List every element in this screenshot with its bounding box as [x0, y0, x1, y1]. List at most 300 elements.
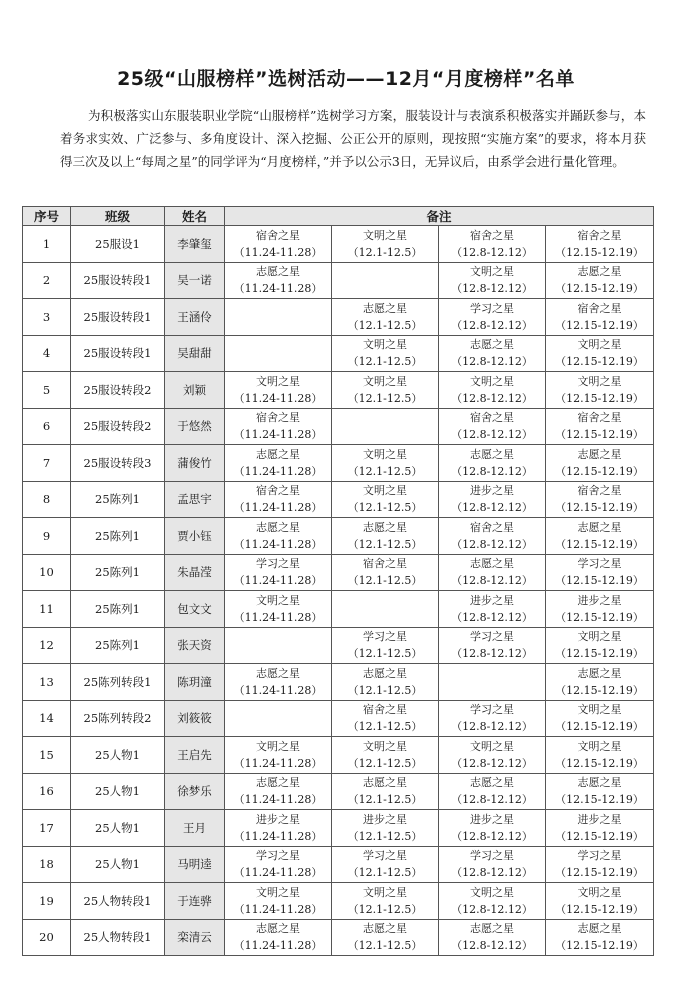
table-row [23, 700, 654, 737]
award-period: （12.8-12.12） [451, 829, 533, 843]
table-header-row [23, 207, 654, 226]
award-period: （11.24-11.28） [233, 902, 323, 916]
row-award-cell [332, 372, 439, 409]
row-seq: 16 [23, 773, 71, 810]
award-period: （12.8-12.12） [451, 501, 533, 515]
award-period: （11.24-11.28） [233, 501, 323, 515]
award-period: （12.1-12.5） [347, 537, 423, 551]
row-class: 25服设转段1 [71, 299, 165, 336]
table-row [23, 335, 654, 372]
row-award-cell [332, 773, 439, 810]
row-award-cell [546, 700, 654, 737]
row-award-cell [546, 554, 654, 591]
honor-roster-table [22, 206, 654, 956]
award-period: （11.24-11.28） [233, 829, 323, 843]
row-student-name: 陈玥潼 [165, 664, 225, 701]
row-award-cell [546, 664, 654, 701]
row-award-cell [439, 335, 546, 372]
award-label: 志愿之星 [256, 776, 300, 790]
table-row [23, 810, 654, 847]
row-award-cell [225, 372, 332, 409]
header-seq: 序号 [23, 207, 71, 226]
award-label: 志愿之星 [256, 666, 300, 680]
row-award-cell [546, 299, 654, 336]
table-row [23, 445, 654, 482]
award-period: （12.1-12.5） [347, 318, 423, 332]
row-award-cell [439, 372, 546, 409]
table-row [23, 773, 654, 810]
row-award-cell [546, 335, 654, 372]
award-label: 学习之星 [470, 849, 514, 863]
row-award-cell [332, 445, 439, 482]
award-label: 宿舍之星 [577, 484, 622, 498]
award-period: （11.24-11.28） [233, 683, 323, 697]
award-label: 文明之星 [363, 484, 407, 498]
award-period: （12.15-12.19） [555, 720, 644, 734]
row-award-cell [225, 846, 332, 883]
row-student-name: 马明逵 [165, 846, 225, 883]
award-label: 学习之星 [470, 301, 514, 315]
row-award-cell [225, 591, 332, 628]
row-award-cell [439, 846, 546, 883]
award-label: 进步之星 [363, 812, 407, 826]
row-award-cell [332, 481, 439, 518]
table-row [23, 919, 654, 956]
award-label: 文明之星 [470, 885, 514, 899]
row-seq: 4 [23, 335, 71, 372]
award-label: 志愿之星 [470, 447, 514, 461]
row-class: 25服设1 [71, 226, 165, 263]
row-class: 25服设转段2 [71, 372, 165, 409]
row-award-cell [546, 737, 654, 774]
award-label: 文明之星 [470, 374, 514, 388]
award-label: 文明之星 [256, 374, 300, 388]
award-period: （12.15-12.19） [555, 245, 644, 259]
row-class: 25陈列转段1 [71, 664, 165, 701]
award-period: （12.8-12.12） [451, 318, 533, 332]
row-award-cell [332, 810, 439, 847]
award-label: 宿舍之星 [363, 703, 407, 717]
row-seq: 12 [23, 627, 71, 664]
row-student-name: 吴一诺 [165, 262, 225, 299]
row-class: 25人物1 [71, 810, 165, 847]
row-class: 25陈列1 [71, 518, 165, 555]
award-period: （12.1-12.5） [347, 355, 423, 369]
award-period: （12.1-12.5） [347, 939, 423, 953]
award-label: 志愿之星 [256, 922, 300, 936]
row-seq: 11 [23, 591, 71, 628]
award-period: （12.8-12.12） [451, 537, 533, 551]
table-row [23, 664, 654, 701]
row-award-cell [225, 664, 332, 701]
award-period: （12.1-12.5） [347, 501, 423, 515]
award-period: （12.15-12.19） [555, 574, 644, 588]
row-award-cell [546, 518, 654, 555]
award-period: （12.15-12.19） [555, 647, 644, 661]
row-award-cell [439, 226, 546, 263]
award-period: （12.1-12.5） [347, 245, 423, 259]
row-award-cell [546, 773, 654, 810]
row-award-cell [439, 262, 546, 299]
award-period: （11.24-11.28） [233, 537, 323, 551]
row-award-cell [225, 226, 332, 263]
award-period: （12.8-12.12） [451, 282, 533, 296]
row-class: 25陈列1 [71, 591, 165, 628]
row-award-cell [332, 226, 439, 263]
award-label: 文明之星 [363, 447, 407, 461]
award-label: 学习之星 [363, 849, 407, 863]
table-row [23, 372, 654, 409]
row-award-cell [225, 554, 332, 591]
row-class: 25服设转段2 [71, 408, 165, 445]
award-label: 学习之星 [470, 630, 514, 644]
award-period: （12.1-12.5） [347, 829, 423, 843]
award-label: 文明之星 [577, 885, 622, 899]
row-award-cell [332, 919, 439, 956]
award-label: 宿舍之星 [577, 228, 622, 242]
award-period: （12.15-12.19） [555, 464, 644, 478]
row-award-cell [332, 518, 439, 555]
award-period: （12.15-12.19） [555, 610, 644, 624]
award-period: （12.1-12.5） [347, 647, 423, 661]
row-award-cell [546, 627, 654, 664]
row-student-name: 孟思宇 [165, 481, 225, 518]
row-class: 25人物转段1 [71, 919, 165, 956]
row-student-name: 于连骅 [165, 883, 225, 920]
award-label: 进步之星 [577, 593, 622, 607]
award-label: 宿舍之星 [470, 411, 514, 425]
award-label: 进步之星 [470, 812, 514, 826]
award-period: （12.15-12.19） [555, 683, 644, 697]
award-label: 进步之星 [577, 812, 622, 826]
award-label: 志愿之星 [470, 338, 514, 352]
award-label: 宿舍之星 [470, 228, 514, 242]
award-period: （12.15-12.19） [555, 282, 644, 296]
award-label: 文明之星 [577, 374, 622, 388]
row-class: 25人物转段1 [71, 883, 165, 920]
award-period: （12.1-12.5） [347, 866, 423, 880]
row-student-name: 蒲俊竹 [165, 445, 225, 482]
header-class: 班级 [71, 207, 165, 226]
award-period: （11.24-11.28） [233, 793, 323, 807]
row-award-cell [332, 299, 439, 336]
award-period: （12.1-12.5） [347, 902, 423, 916]
row-award-cell [332, 664, 439, 701]
row-award-cell [439, 481, 546, 518]
table-row [23, 408, 654, 445]
table-row [23, 299, 654, 336]
award-period: （12.8-12.12） [451, 355, 533, 369]
award-label: 志愿之星 [577, 666, 622, 680]
row-student-name: 刘颖 [165, 372, 225, 409]
row-award-cell [332, 700, 439, 737]
award-period: （12.1-12.5） [347, 683, 423, 697]
row-class: 25人物1 [71, 846, 165, 883]
award-period: （12.15-12.19） [555, 756, 644, 770]
row-award-cell [225, 773, 332, 810]
row-award-cell [332, 883, 439, 920]
row-seq: 9 [23, 518, 71, 555]
row-class: 25陈列1 [71, 554, 165, 591]
table-row [23, 737, 654, 774]
award-period: （11.24-11.28） [233, 391, 323, 405]
row-award-cell [439, 627, 546, 664]
award-label: 志愿之星 [363, 666, 407, 680]
row-award-cell [546, 591, 654, 628]
award-label: 宿舍之星 [256, 484, 300, 498]
row-seq: 17 [23, 810, 71, 847]
row-award-cell [225, 481, 332, 518]
award-period: （12.8-12.12） [451, 464, 533, 478]
row-class: 25人物1 [71, 773, 165, 810]
row-class: 25服设转段3 [71, 445, 165, 482]
award-label: 志愿之星 [577, 447, 622, 461]
row-seq: 15 [23, 737, 71, 774]
award-period: （12.8-12.12） [451, 245, 533, 259]
award-label: 志愿之星 [363, 922, 407, 936]
row-student-name: 于悠然 [165, 408, 225, 445]
row-award-cell [225, 810, 332, 847]
row-class: 25服设转段1 [71, 262, 165, 299]
table-row [23, 554, 654, 591]
row-award-cell [225, 883, 332, 920]
award-period: （11.24-11.28） [233, 282, 323, 296]
award-label: 宿舍之星 [577, 411, 622, 425]
row-class: 25陈列转段2 [71, 700, 165, 737]
award-label: 志愿之星 [577, 265, 622, 279]
award-label: 宿舍之星 [363, 557, 407, 571]
award-period: （11.24-11.28） [233, 756, 323, 770]
award-period: （12.8-12.12） [451, 610, 533, 624]
row-award-cell [439, 408, 546, 445]
award-period: （12.1-12.5） [347, 720, 423, 734]
row-award-cell [225, 700, 332, 737]
award-period: （12.8-12.12） [451, 391, 533, 405]
table-row [23, 262, 654, 299]
row-award-cell [546, 846, 654, 883]
row-award-cell [332, 737, 439, 774]
award-period: （12.15-12.19） [555, 501, 644, 515]
award-label: 宿舍之星 [256, 411, 300, 425]
award-period: （12.8-12.12） [451, 939, 533, 953]
award-label: 文明之星 [577, 739, 622, 753]
award-label: 志愿之星 [363, 301, 407, 315]
row-seq: 20 [23, 919, 71, 956]
award-label: 志愿之星 [577, 520, 622, 534]
award-period: （12.1-12.5） [347, 793, 423, 807]
row-student-name: 徐梦乐 [165, 773, 225, 810]
row-seq: 8 [23, 481, 71, 518]
award-period: （12.1-12.5） [347, 756, 423, 770]
row-award-cell [225, 408, 332, 445]
award-period: （12.8-12.12） [451, 793, 533, 807]
row-award-cell [332, 627, 439, 664]
row-award-cell [225, 627, 332, 664]
row-class: 25服设转段1 [71, 335, 165, 372]
row-student-name: 王涵伶 [165, 299, 225, 336]
award-label: 志愿之星 [577, 922, 622, 936]
award-period: （12.15-12.19） [555, 866, 644, 880]
award-period: （11.24-11.28） [233, 245, 323, 259]
award-label: 文明之星 [577, 338, 622, 352]
award-period: （12.8-12.12） [451, 866, 533, 880]
award-period: （11.24-11.28） [233, 939, 323, 953]
award-label: 文明之星 [470, 265, 514, 279]
row-award-cell [225, 737, 332, 774]
row-award-cell [439, 591, 546, 628]
row-award-cell [332, 591, 439, 628]
row-class: 25陈列1 [71, 627, 165, 664]
row-award-cell [225, 262, 332, 299]
award-period: （12.8-12.12） [451, 574, 533, 588]
award-period: （12.15-12.19） [555, 793, 644, 807]
row-student-name: 栾清云 [165, 919, 225, 956]
row-award-cell [439, 737, 546, 774]
award-period: （12.1-12.5） [347, 391, 423, 405]
row-award-cell [439, 299, 546, 336]
row-class: 25人物1 [71, 737, 165, 774]
row-award-cell [225, 335, 332, 372]
row-award-cell [546, 408, 654, 445]
row-seq: 7 [23, 445, 71, 482]
award-period: （12.15-12.19） [555, 939, 644, 953]
row-award-cell [332, 846, 439, 883]
row-award-cell [225, 445, 332, 482]
award-label: 进步之星 [470, 593, 514, 607]
row-award-cell [546, 481, 654, 518]
row-student-name: 王启先 [165, 737, 225, 774]
header-name: 姓名 [165, 207, 225, 226]
award-period: （12.15-12.19） [555, 428, 644, 442]
award-label: 文明之星 [577, 703, 622, 717]
row-award-cell [225, 919, 332, 956]
row-award-cell [439, 554, 546, 591]
award-label: 文明之星 [363, 338, 407, 352]
row-seq: 1 [23, 226, 71, 263]
row-seq: 14 [23, 700, 71, 737]
table-row [23, 627, 654, 664]
award-label: 进步之星 [256, 812, 300, 826]
award-period: （12.15-12.19） [555, 829, 644, 843]
award-label: 宿舍之星 [256, 228, 300, 242]
award-period: （12.1-12.5） [347, 574, 423, 588]
row-award-cell [546, 226, 654, 263]
row-seq: 19 [23, 883, 71, 920]
row-award-cell [439, 518, 546, 555]
row-student-name: 李肇玺 [165, 226, 225, 263]
award-label: 进步之星 [470, 484, 514, 498]
row-seq: 3 [23, 299, 71, 336]
table-row [23, 846, 654, 883]
row-award-cell [332, 408, 439, 445]
award-label: 志愿之星 [256, 520, 300, 534]
row-award-cell [439, 773, 546, 810]
table-row [23, 518, 654, 555]
award-label: 文明之星 [256, 739, 300, 753]
award-label: 文明之星 [577, 630, 622, 644]
award-label: 文明之星 [256, 885, 300, 899]
row-student-name: 吴甜甜 [165, 335, 225, 372]
award-period: （12.8-12.12） [451, 720, 533, 734]
award-period: （11.24-11.28） [233, 610, 323, 624]
award-label: 学习之星 [256, 849, 300, 863]
award-label: 志愿之星 [256, 447, 300, 461]
award-period: （11.24-11.28） [233, 866, 323, 880]
award-period: （12.15-12.19） [555, 355, 644, 369]
table-body [23, 226, 654, 956]
award-period: （12.15-12.19） [555, 318, 644, 332]
award-label: 学习之星 [256, 557, 300, 571]
row-award-cell [546, 372, 654, 409]
award-label: 学习之星 [363, 630, 407, 644]
row-award-cell [225, 518, 332, 555]
award-label: 宿舍之星 [470, 520, 514, 534]
award-period: （12.8-12.12） [451, 902, 533, 916]
award-label: 文明之星 [363, 228, 407, 242]
award-period: （12.8-12.12） [451, 647, 533, 661]
row-award-cell [546, 262, 654, 299]
row-seq: 18 [23, 846, 71, 883]
award-period: （12.8-12.12） [451, 756, 533, 770]
row-seq: 5 [23, 372, 71, 409]
award-label: 学习之星 [470, 703, 514, 717]
award-period: （11.24-11.28） [233, 574, 323, 588]
row-award-cell [439, 810, 546, 847]
award-label: 文明之星 [363, 739, 407, 753]
award-label: 志愿之星 [256, 265, 300, 279]
award-period: （11.24-11.28） [233, 464, 323, 478]
row-award-cell [332, 554, 439, 591]
award-label: 文明之星 [363, 885, 407, 899]
award-period: （12.15-12.19） [555, 537, 644, 551]
row-award-cell [332, 262, 439, 299]
table-row [23, 226, 654, 263]
row-award-cell [546, 883, 654, 920]
award-label: 宿舍之星 [577, 301, 622, 315]
award-label: 学习之星 [577, 557, 622, 571]
row-award-cell [439, 700, 546, 737]
award-label: 志愿之星 [363, 520, 407, 534]
award-label: 志愿之星 [470, 776, 514, 790]
row-seq: 10 [23, 554, 71, 591]
header-notes: 备注 [225, 207, 654, 226]
award-period: （12.15-12.19） [555, 391, 644, 405]
row-seq: 2 [23, 262, 71, 299]
row-student-name: 刘筱筱 [165, 700, 225, 737]
row-class: 25陈列1 [71, 481, 165, 518]
row-student-name: 朱晶滢 [165, 554, 225, 591]
award-label: 文明之星 [256, 593, 300, 607]
row-award-cell [439, 664, 546, 701]
row-student-name: 贾小钰 [165, 518, 225, 555]
award-label: 志愿之星 [470, 557, 514, 571]
row-student-name: 王月 [165, 810, 225, 847]
row-seq: 13 [23, 664, 71, 701]
intro-paragraph: 为积极落实山东服装职业学院“山服榜样”选树学习方案，服装设计与表演系积极落实并踊跃参与，本着务求实效、广泛参与、多角度设计、深入挖掘、公正公开的原则，现按照“实施方案”的要求，将本月获得三次及以上“每周之星”的同学评为“月度榜样，”并予以公示3日，无异议后，由系学会进行量化管理。 [60, 108, 646, 169]
row-award-cell [546, 445, 654, 482]
award-label: 学习之星 [577, 849, 622, 863]
award-label: 志愿之星 [577, 776, 622, 790]
row-award-cell [332, 335, 439, 372]
row-award-cell [546, 810, 654, 847]
row-student-name: 张天资 [165, 627, 225, 664]
row-award-cell [225, 299, 332, 336]
table-row [23, 481, 654, 518]
row-seq: 6 [23, 408, 71, 445]
document-title: 25级“山服榜样”选树活动——12月“月度榜样”名单 [117, 68, 575, 90]
award-period: （12.1-12.5） [347, 464, 423, 478]
row-award-cell [439, 919, 546, 956]
